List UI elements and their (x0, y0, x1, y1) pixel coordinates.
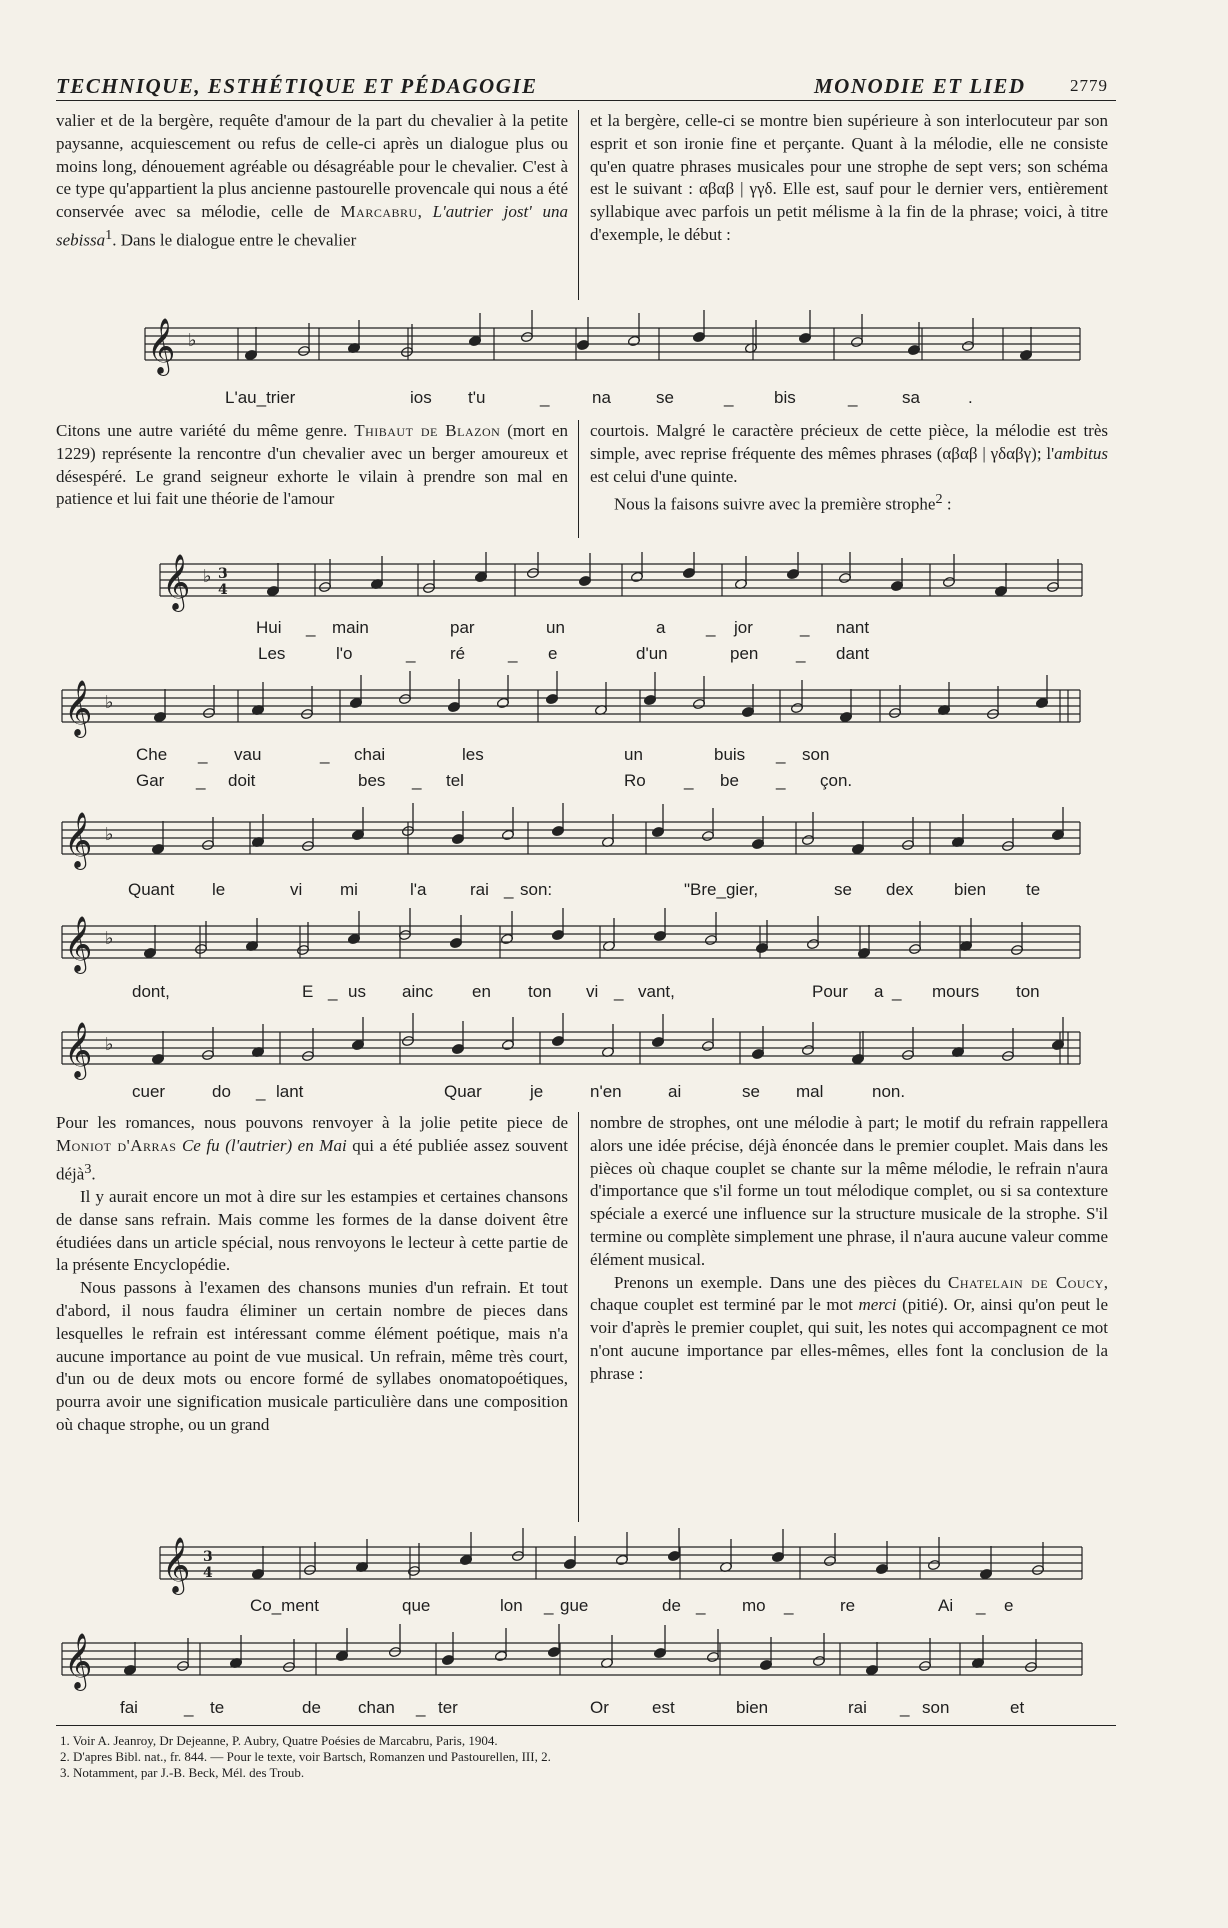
footnote-3: 3. Notamment, par J.-B. Beck, Mél. des Troub. (60, 1765, 305, 1780)
staff-lines (145, 328, 1080, 360)
lyric-syllable: non. (872, 1082, 906, 1101)
lyric-syllable: _ (256, 1082, 266, 1101)
lyric-syllable: l'a (410, 880, 427, 899)
lyric-syllable: ai (668, 1082, 682, 1101)
key-signature-flat: ♭ (188, 330, 197, 351)
footnote-2: 2. D'apres Bibl. nat., fr. 844. — Pour le texte, voir Bartsch, Romanzen und Pastourellen, III, 2. (60, 1749, 551, 1764)
lyric-syllable: Gar (136, 771, 165, 790)
lyric-syllable: Or (590, 1698, 609, 1717)
staff-lines (62, 1643, 1082, 1675)
lyric-syllable: par (450, 618, 475, 637)
lyric-syllable: son: (520, 880, 553, 899)
time-signature: 3 (218, 566, 228, 582)
text-block-2-right: courtois. Malgré le caractère précieux de cette pièce, la mélodie est très simple, avec reprise fréquente des mêmes phrases (αβαβ | γδαβγ); l'ambitus est celui d'une quinte. Nous la faisons suivre avec la première strophe$^2$ : (590, 421, 1108, 515)
running-header-right: MONODIE ET LIED (814, 74, 1026, 98)
lyric-syllable: Ai (938, 1596, 954, 1615)
lyric-syllable: _ (416, 1698, 426, 1717)
lyric-syllable: Ro (624, 771, 646, 790)
clef: 𝄞 (64, 1633, 93, 1689)
lyric-syllable: mo (742, 1596, 766, 1615)
music-staff-5 (0, 908, 1228, 988)
time-signature: 4 (218, 582, 228, 598)
lyric-syllable: un (546, 618, 565, 637)
lyric-syllable: chai (354, 745, 386, 764)
lyric-syllable: je (530, 1082, 544, 1101)
lyric-syllable: _ (406, 644, 416, 663)
key-signature-flat: ♭ (105, 928, 114, 949)
staff-lines (160, 1547, 1082, 1579)
lyric-syllable: t'u (468, 388, 486, 407)
staff-lines (160, 564, 1082, 596)
lyric-syllable: pen (730, 644, 759, 663)
music-staff-8 (0, 1615, 1228, 1695)
lyric-syllable: _ (696, 1596, 706, 1615)
lyric-syllable: _ (900, 1698, 910, 1717)
footnote-rule (56, 1725, 1116, 1726)
lyric-syllable: mal (796, 1082, 824, 1101)
music-staff-6 (0, 1012, 1228, 1092)
text-block-3-left: Pour les romances, nous pouvons renvoyer à la jolie petite piece de Moniot d'Arras Ce fu (l'autrier) en Mai qui a été publiée assez souvent déjà$^3$. Il y aurait encore un mot à dire sur les estampies et certaines chansons de danse sans refrain. Mais comme les formes de la danse doivent être étudiées dans un article spécial, nous renvoyons le lecteur à cette partie de la présente Encyclopédie. Nous passons à l'examen des chansons munies d'un refrain. Et tout d'abord, il nous faudra éliminer un certain nombre de pieces dans lesquelles le refrain est intéressant comme élément poétique, mais n'a aucune importance au point de vue musical. Un refrain, même très court, d'un ou de deux mots ou encore formé de syllabes onomatopoétiques, pourra avoir une signification musicale particulière dans une composition où chaque strophe, ou un grand (56, 1113, 568, 1435)
time-signature: 4 (203, 1565, 213, 1581)
lyric-syllable: e (548, 644, 558, 663)
lyric-syllable: rai (470, 880, 489, 899)
lyric-syllable: sa (902, 388, 920, 407)
lyric-syllable: ios (410, 388, 432, 407)
lyric-syllable: _ (796, 644, 806, 663)
lyric-syllable: bien (954, 880, 987, 899)
lyric-syllable: _ (412, 771, 422, 790)
lyric-syllable: Les (258, 644, 286, 663)
lyric-syllable: les (462, 745, 484, 764)
staff-lines (62, 926, 1080, 958)
notes (251, 1528, 1044, 1580)
notes (151, 803, 1064, 855)
text-block-3-right: nombre de strophes, ont une mélodie à part; le motif du refrain rappellera alors une idée précise, déjà énoncée dans le premier couplet. Mais dans les pièces où chaque couplet se chante sur la même mélodie, le refrain n'aura d'importance que s'il forme un tout mélodique complet, ou si sa contexture spéciale a exercé une influence sur la structure musicale de la strophe. S'il termine ou complète simplement une phrase, il n'aura aucune valeur comme élément musical. Prenons un exemple. Dans une des pièces du Chatelain de Coucy, chaque couplet est terminé par le mot merci (pitié). Or, ainsi qu'on peut le voir d'après le premier couplet, qui suit, les notes qui accompagnent ce mot n'ont aucune importance par elles-mêmes, elles font la conclusion de la phrase : (590, 1113, 1108, 1383)
lyric-syllable: _ (306, 618, 316, 637)
lyric-syllable: bien (736, 1698, 769, 1717)
clef: 𝄞 (147, 318, 176, 374)
staff-lines (62, 1032, 1080, 1064)
lyric-syllable: dont, (132, 982, 170, 1001)
lyric-syllable: _ (784, 1596, 794, 1615)
text-block-2-left: Citons une autre variété du même genre. Thibaut de Blazon (mort en 1229) représente la rencontre d'un chevalier avec un berger amoureux et désespéré. Le grand seigneur exhorte le vilain à prendre son mal en patience et lui fait une théorie de l'amour (56, 421, 568, 509)
lyric-syllable: _ (892, 982, 902, 1001)
lyric-syllable: le (212, 880, 226, 899)
lyric-syllable: que (402, 1596, 431, 1615)
lyric-syllable: _ (976, 1596, 986, 1615)
lyric-syllable: _ (684, 771, 694, 790)
column-rule (578, 1112, 579, 1522)
lyric-syllable: be (720, 771, 739, 790)
notes (123, 1624, 1037, 1676)
lyric-syllable: Quant (128, 880, 175, 899)
lyric-syllable: _ (776, 771, 786, 790)
lyric-syllable: nant (836, 618, 870, 637)
lyric-syllable: main (332, 618, 369, 637)
lyric-syllable: Hui (256, 618, 282, 637)
lyric-syllable: rai (848, 1698, 867, 1717)
clef: 𝄞 (64, 812, 93, 868)
key-signature-flat: ♭ (203, 566, 212, 587)
lyric-syllable: buis (714, 745, 746, 764)
lyric-syllable: L'au_trier (225, 388, 296, 407)
lyric-syllable: _ (504, 880, 514, 899)
lyric-syllable: en (472, 982, 491, 1001)
staff-lines (62, 690, 1080, 722)
lyric-syllable: fai (120, 1698, 138, 1717)
lyric-syllable: a (874, 982, 884, 1001)
lyric-syllable: ton (1016, 982, 1040, 1001)
lyric-syllable: se (834, 880, 852, 899)
lyric-syllable: tel (446, 771, 464, 790)
key-signature-flat: ♭ (105, 692, 114, 713)
lyric-syllable: re (840, 1596, 856, 1615)
music-staff-3 (0, 664, 1228, 744)
lyric-syllable: _ (776, 745, 786, 764)
lyric-syllable: na (592, 388, 611, 407)
lyric-syllable: jor (734, 618, 753, 637)
lyric-syllable: dant (836, 644, 870, 663)
lyric-syllable: e (1004, 1596, 1014, 1615)
notes (266, 552, 1059, 597)
lyric-syllable: l'o (336, 644, 353, 663)
lyric-syllable: a (656, 618, 666, 637)
lyric-syllable: se (656, 388, 674, 407)
lyric-syllable: est (652, 1698, 675, 1717)
lyric-syllable: d'un (636, 644, 668, 663)
lyric-syllable: Co_ment (250, 1596, 319, 1615)
music-staff-2 (0, 552, 1228, 632)
clef: 𝄞 (162, 554, 191, 610)
lyric-syllable: . (968, 388, 973, 407)
lyric-syllable: ré (450, 644, 466, 663)
lyric-syllable: çon. (820, 771, 853, 790)
lyric-syllable: _ (540, 388, 550, 407)
lyric-syllable: se (742, 1082, 760, 1101)
lyric-syllable: te (1026, 880, 1041, 899)
lyric-syllable: de (662, 1596, 681, 1615)
music-staff-1 (0, 310, 1228, 390)
footnotes (60, 1733, 551, 1781)
clef: 𝄞 (162, 1537, 191, 1593)
lyric-syllable: ter (438, 1698, 458, 1717)
lyric-syllable: bis (774, 388, 796, 407)
lyric-syllable: lant (276, 1082, 304, 1101)
lyric-syllable: us (348, 982, 366, 1001)
page-number: 2779 (1070, 76, 1108, 95)
lyric-syllable: vant, (638, 982, 675, 1001)
lyric-syllable: bes (358, 771, 386, 790)
lyric-syllable: mi (340, 880, 358, 899)
music-staff-7 (0, 1525, 1228, 1605)
column-rule (578, 420, 579, 538)
lyric-syllable: do (212, 1082, 231, 1101)
lyric-syllable: chan (358, 1698, 395, 1717)
lyric-syllable: ton (528, 982, 552, 1001)
lyric-syllable: _ (198, 745, 208, 764)
lyric-syllable: _ (706, 618, 716, 637)
lyric-syllable: Quar (444, 1082, 482, 1101)
lyric-syllable: _ (614, 982, 624, 1001)
header-rule (56, 100, 1116, 101)
lyric-syllable: ainc (402, 982, 434, 1001)
lyric-syllable: vi (290, 880, 303, 899)
column-rule (578, 110, 579, 300)
lyric-syllable: dex (886, 880, 914, 899)
clef: 𝄞 (64, 680, 93, 736)
lyric-syllable: _ (328, 982, 338, 1001)
lyric-syllable: te (210, 1698, 225, 1717)
lyric-syllable: son (802, 745, 830, 764)
clef: 𝄞 (64, 1022, 93, 1078)
lyric-syllable: et (1010, 1698, 1025, 1717)
text-block-1-left: valier et de la bergère, requête d'amour de la part du chevalier à la petite paysanne, acquiescement ou refus de celle-ci après un dialogue plus ou moins long, dénouement agréable ou désagréable pour le chevalier. C'est à ce type qu'appartient la plus ancienne pastourelle provencale qui nous a été conservée avec sa mélodie, celle de Marcabru, L'autrier jost' una sebissa$^1$. Dans le dialogue entre le chevalier (56, 111, 568, 250)
lyric-syllable: Pour (812, 982, 848, 1001)
time-signature: 3 (203, 1549, 213, 1565)
running-header-left: TECHNIQUE, ESTHÉTIQUE ET PÉDAGOGIE (56, 74, 538, 98)
key-signature-flat: ♭ (105, 824, 114, 845)
lyric-syllable: un (624, 745, 643, 764)
key-signature-flat: ♭ (105, 1034, 114, 1055)
lyric-syllable: n'en (590, 1082, 622, 1101)
lyric-syllable: _ (320, 745, 330, 764)
lyric-syllable: _ (724, 388, 734, 407)
clef: 𝄞 (64, 916, 93, 972)
footnote-1: 1. Voir A. Jeanroy, Dr Dejeanne, P. Aubry, Quatre Poésies de Marcabru, Paris, 1904. (60, 1733, 498, 1748)
lyric-syllable: lon (500, 1596, 523, 1615)
lyric-syllable: doit (228, 771, 256, 790)
text-block-1-right: et la bergère, celle-ci se montre bien supérieure à son interlocuteur par son esprit et son ironie fine et perçante. Quant à la mélodie, elle ne consiste qu'en quatre phrases musicales pour une strophe de sept vers; son schéma est le suivant : αβαβ | γγδ. Elle est, sauf pour le dernier vers, entièrement syllabique avec parfois un petit mélisme à la fin de la phrase; voici, à titre d'exemple, le début : (590, 111, 1108, 244)
notes (143, 908, 1023, 959)
lyric-syllable: cuer (132, 1082, 166, 1101)
lyric-syllable: _ (508, 644, 518, 663)
lyric-syllable: gue (560, 1596, 589, 1615)
lyric-syllable: _ (196, 771, 206, 790)
lyric-syllable: son (922, 1698, 950, 1717)
lyric-syllable: mours (932, 982, 980, 1001)
music-staff-4 (0, 800, 1228, 880)
lyric-syllable: _ (800, 618, 810, 637)
lyric-syllable: "Bre_gier, (684, 880, 759, 899)
notes (153, 671, 1048, 723)
lyric-syllable: _ (184, 1698, 194, 1717)
staff-lines (62, 822, 1080, 854)
notes (151, 1013, 1064, 1065)
lyric-syllable: E (302, 982, 314, 1001)
lyric-syllable: vi (586, 982, 599, 1001)
notes (244, 310, 1032, 361)
lyric-syllable: vau (234, 745, 262, 764)
lyric-syllable: Che (136, 745, 168, 764)
lyric-syllable: _ (544, 1596, 554, 1615)
lyric-syllable: _ (848, 388, 858, 407)
lyric-syllable: de (302, 1698, 321, 1717)
